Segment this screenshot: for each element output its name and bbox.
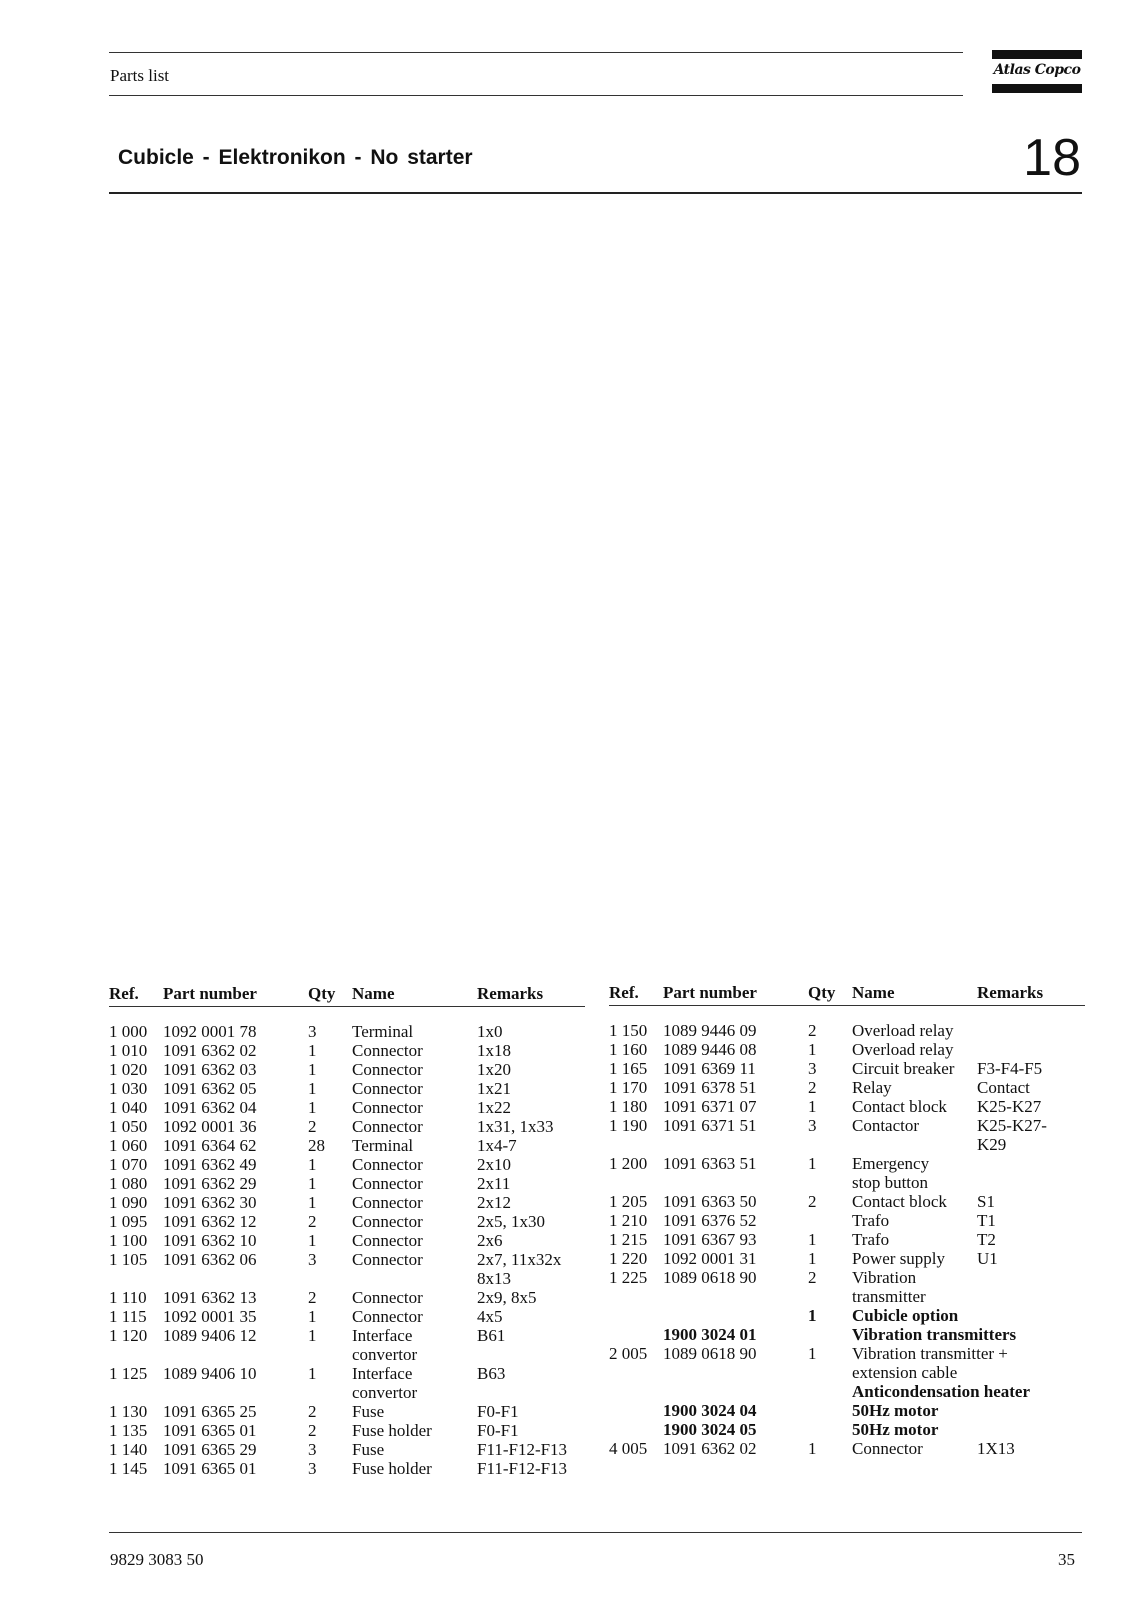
header-remarks: Remarks (477, 984, 544, 1003)
cell-part-number: 1900 3024 01 (663, 1325, 757, 1344)
cell-name: Vibration transmitters (852, 1325, 1017, 1344)
cell-name: Connector (352, 1212, 423, 1231)
cell-ref: 2 005 (609, 1344, 648, 1363)
cell-part-number: 1091 6362 02 (663, 1439, 757, 1458)
table-row (109, 1459, 585, 1478)
table-row (609, 1135, 1085, 1154)
cell-part-number: 1091 6364 62 (163, 1136, 257, 1155)
table-row (609, 1363, 1085, 1382)
cell-qty: 3 (308, 1022, 317, 1041)
document-number: 9829 3083 50 (110, 1550, 204, 1569)
table-row (609, 1268, 1085, 1287)
table-row (609, 1382, 1085, 1401)
cell-part-number: 1092 0001 35 (163, 1307, 257, 1326)
cell-part-number: 1091 6365 01 (163, 1459, 257, 1478)
cell-part-number: 1091 6378 51 (663, 1078, 757, 1097)
cell-name: Cubicle option (852, 1306, 959, 1325)
section-label: Parts list (110, 66, 170, 85)
cell-part-number: 1089 0618 90 (663, 1344, 757, 1363)
table-row (109, 1345, 585, 1364)
cell-part-number: 1900 3024 04 (663, 1401, 757, 1420)
cell-ref: 1 120 (109, 1326, 148, 1345)
cell-remarks: K25-K27 (977, 1097, 1042, 1116)
cell-qty: 28 (308, 1136, 325, 1155)
table-row (109, 1174, 585, 1193)
table-row (609, 1230, 1085, 1249)
cell-name: Connector (352, 1231, 423, 1250)
table-row (109, 1326, 585, 1345)
cell-remarks: T2 (977, 1230, 996, 1249)
table-row (109, 1231, 585, 1250)
table-row (109, 1193, 585, 1212)
cell-name: stop button (852, 1173, 929, 1192)
cell-ref: 1 225 (609, 1268, 648, 1287)
cell-name: Contactor (852, 1116, 920, 1135)
cell-remarks: 2x7, 11x32x (477, 1250, 562, 1269)
cell-remarks: 2x9, 8x5 (477, 1288, 537, 1307)
cell-qty: 1 (808, 1154, 817, 1173)
cell-ref: 1 215 (609, 1230, 648, 1249)
table-row (609, 1097, 1085, 1116)
cell-ref: 1 165 (609, 1059, 648, 1078)
cell-part-number: 1091 6362 49 (163, 1155, 257, 1174)
cell-ref: 1 105 (109, 1250, 148, 1269)
cell-part-number: 1091 6363 50 (663, 1192, 757, 1211)
cell-part-number: 1091 6367 93 (663, 1230, 757, 1249)
cell-ref: 1 150 (609, 1021, 648, 1040)
table-row (609, 1173, 1085, 1192)
table-row (109, 1041, 585, 1060)
table-row (109, 1098, 585, 1117)
cell-qty: 1 (808, 1097, 817, 1116)
cell-part-number: 1091 6365 29 (163, 1440, 257, 1459)
cell-name: Fuse holder (352, 1421, 432, 1440)
table-row (109, 1421, 585, 1440)
table-row (109, 1060, 585, 1079)
cell-part-number: 1091 6362 03 (163, 1060, 257, 1079)
header-ref: Ref. (109, 984, 139, 1003)
table-row (609, 1211, 1085, 1230)
logo-bar-top (992, 50, 1082, 59)
cell-name: 50Hz motor (852, 1420, 939, 1439)
cell-name: Connector (352, 1250, 423, 1269)
cell-remarks: S1 (977, 1192, 995, 1211)
table-row (609, 1401, 1085, 1420)
cell-ref: 1 180 (609, 1097, 648, 1116)
cell-name: Trafo (852, 1230, 890, 1249)
table-row (609, 1420, 1085, 1439)
cell-ref: 1 190 (609, 1116, 648, 1135)
cell-remarks: 1x18 (477, 1041, 511, 1060)
cell-part-number: 1091 6362 10 (163, 1231, 257, 1250)
cell-ref: 1 205 (609, 1192, 648, 1211)
table-row (609, 1439, 1085, 1458)
cell-part-number: 1091 6371 51 (663, 1116, 757, 1135)
cell-remarks: 1x0 (477, 1022, 503, 1041)
cell-name: Terminal (352, 1136, 414, 1155)
table-row (609, 1344, 1085, 1363)
table-row (609, 1306, 1085, 1325)
cell-ref: 1 000 (109, 1022, 148, 1041)
cell-qty: 2 (308, 1117, 317, 1136)
cell-ref: 1 135 (109, 1421, 148, 1440)
cell-remarks: 1x20 (477, 1060, 511, 1079)
table-row (609, 1078, 1085, 1097)
cell-ref: 1 110 (109, 1288, 147, 1307)
cell-qty: 1 (308, 1041, 317, 1060)
cell-remarks: 2x12 (477, 1193, 511, 1212)
logo-wordmark: Atlas Copco (993, 62, 1081, 78)
table-row (109, 1402, 585, 1421)
cell-remarks: 2x11 (477, 1174, 511, 1193)
table-row (609, 1192, 1085, 1211)
table-row (609, 1040, 1085, 1059)
cell-remarks: 8x13 (477, 1269, 511, 1288)
table-row (109, 1364, 585, 1383)
cell-ref: 1 080 (109, 1174, 148, 1193)
cell-remarks: K25-K27- (977, 1116, 1047, 1135)
table-row (609, 1059, 1085, 1078)
table-row (109, 1117, 585, 1136)
cell-name: Interface (352, 1364, 413, 1383)
cell-name: Overload relay (852, 1040, 954, 1059)
cell-qty: 3 (308, 1459, 317, 1478)
cell-ref: 1 115 (109, 1307, 147, 1326)
cell-qty: 1 (308, 1079, 317, 1098)
cell-remarks: B63 (477, 1364, 506, 1383)
header-ref: Ref. (609, 983, 639, 1002)
cell-ref: 1 070 (109, 1155, 148, 1174)
cell-qty: 2 (808, 1078, 817, 1097)
cell-name: extension cable (852, 1363, 958, 1382)
page-number: 35 (1058, 1550, 1075, 1569)
cell-name: convertor (352, 1345, 418, 1364)
cell-part-number: 1089 9406 12 (163, 1326, 257, 1345)
cell-ref: 1 140 (109, 1440, 148, 1459)
cell-qty: 3 (308, 1440, 317, 1459)
cell-part-number: 1092 0001 36 (163, 1117, 257, 1136)
cell-ref: 4 005 (609, 1439, 648, 1458)
cell-remarks: 2x6 (477, 1231, 503, 1250)
cell-part-number: 1089 9446 09 (663, 1021, 757, 1040)
table-header (609, 983, 1085, 1006)
cell-name: Connector (352, 1098, 423, 1117)
cell-part-number: 1089 9446 08 (663, 1040, 757, 1059)
header-part-number: Part number (663, 983, 757, 1002)
cell-qty: 2 (808, 1021, 817, 1040)
cell-part-number: 1091 6362 02 (163, 1041, 257, 1060)
table-row (609, 1249, 1085, 1268)
header-name: Name (352, 984, 395, 1003)
cell-qty: 1 (308, 1098, 317, 1117)
cell-qty: 2 (308, 1421, 317, 1440)
cell-remarks: F0-F1 (477, 1421, 519, 1440)
cell-qty: 1 (308, 1174, 317, 1193)
cell-qty: 1 (308, 1326, 317, 1345)
cell-ref: 1 200 (609, 1154, 648, 1173)
table-body (109, 1022, 585, 1478)
cell-qty: 1 (308, 1155, 317, 1174)
cell-remarks: T1 (977, 1211, 996, 1230)
cell-qty: 2 (808, 1192, 817, 1211)
cell-ref: 1 090 (109, 1193, 148, 1212)
table-row (109, 1079, 585, 1098)
cell-ref: 1 125 (109, 1364, 148, 1383)
table-row (109, 1269, 585, 1288)
title-rule (109, 192, 1082, 194)
cell-remarks: F11-F12-F13 (477, 1440, 568, 1459)
cell-name: Connector (352, 1117, 423, 1136)
cell-name: Circuit breaker (852, 1059, 955, 1078)
cell-ref: 1 160 (609, 1040, 648, 1059)
footer-rule (109, 1532, 1082, 1533)
section-number: 18 (1023, 129, 1081, 187)
header-rule (109, 95, 963, 96)
cell-name: 50Hz motor (852, 1401, 939, 1420)
cell-part-number: 1091 6362 12 (163, 1212, 257, 1231)
cell-part-number: 1089 0618 90 (663, 1268, 757, 1287)
cell-name: Power supply (852, 1249, 946, 1268)
cell-part-number: 1900 3024 05 (663, 1420, 757, 1439)
cell-part-number: 1089 9406 10 (163, 1364, 257, 1383)
cell-name: convertor (352, 1383, 418, 1402)
cell-ref: 1 010 (109, 1041, 148, 1060)
cell-ref: 1 060 (109, 1136, 148, 1155)
cell-part-number: 1091 6363 51 (663, 1154, 757, 1173)
cell-qty: 1 (308, 1060, 317, 1079)
logo-bar-bottom (992, 84, 1082, 93)
table-body (609, 1021, 1085, 1458)
table-row (109, 1307, 585, 1326)
cell-ref: 1 210 (609, 1211, 648, 1230)
cell-name: Fuse holder (352, 1459, 432, 1478)
cell-name: Fuse (352, 1440, 385, 1459)
cell-name: Connector (352, 1155, 423, 1174)
cell-name: Connector (352, 1060, 423, 1079)
table-row (109, 1288, 585, 1307)
cell-remarks: 4x5 (477, 1307, 503, 1326)
cell-qty: 1 (808, 1439, 817, 1458)
cell-qty: 1 (308, 1231, 317, 1250)
cell-part-number: 1092 0001 78 (163, 1022, 257, 1041)
cell-name: Anticondensation heater (852, 1382, 1031, 1401)
cell-name: Connector (852, 1439, 923, 1458)
header-part-number: Part number (163, 984, 257, 1003)
cell-remarks: F3-F4-F5 (977, 1059, 1043, 1078)
header-remarks: Remarks (977, 983, 1044, 1002)
cell-part-number: 1091 6362 05 (163, 1079, 257, 1098)
cell-remarks: Contact (977, 1078, 1030, 1097)
cell-name: transmitter (852, 1287, 926, 1306)
cell-name: Fuse (352, 1402, 385, 1421)
cell-qty: 2 (308, 1402, 317, 1421)
cell-part-number: 1091 6371 07 (663, 1097, 757, 1116)
cell-name: Contact block (852, 1097, 947, 1116)
cell-qty: 1 (808, 1344, 817, 1363)
top-rule (109, 52, 963, 53)
cell-remarks: 2x5, 1x30 (477, 1212, 545, 1231)
table-row (609, 1154, 1085, 1173)
cell-name: Emergency (852, 1154, 930, 1173)
cell-qty: 2 (308, 1288, 317, 1307)
cell-remarks: 1x4-7 (477, 1136, 517, 1155)
cell-part-number: 1091 6362 04 (163, 1098, 257, 1117)
cell-qty: 2 (808, 1268, 817, 1287)
cell-name: Trafo (852, 1211, 890, 1230)
table-row (109, 1022, 585, 1041)
cell-name: Connector (352, 1174, 423, 1193)
cell-name: Connector (352, 1193, 423, 1212)
header-qty: Qty (808, 983, 836, 1002)
cell-part-number: 1091 6365 25 (163, 1402, 257, 1421)
cell-name: Vibration (852, 1268, 917, 1287)
cell-name: Connector (352, 1288, 423, 1307)
table-row (109, 1212, 585, 1231)
table-row (109, 1440, 585, 1459)
cell-name: Connector (352, 1079, 423, 1098)
cell-qty: 1 (808, 1306, 817, 1325)
cell-remarks: 2x10 (477, 1155, 511, 1174)
cell-ref: 1 130 (109, 1402, 148, 1421)
cell-ref: 1 050 (109, 1117, 148, 1136)
cell-ref: 1 145 (109, 1459, 148, 1478)
cell-qty: 1 (308, 1193, 317, 1212)
cell-qty: 3 (808, 1116, 817, 1135)
cell-qty: 1 (308, 1364, 317, 1383)
cell-ref: 1 030 (109, 1079, 148, 1098)
cell-name: Contact block (852, 1192, 947, 1211)
parts-table-right (609, 983, 1085, 1458)
cell-part-number: 1091 6362 29 (163, 1174, 257, 1193)
cell-name: Overload relay (852, 1021, 954, 1040)
table-row (109, 1383, 585, 1402)
cell-qty: 3 (308, 1250, 317, 1269)
cell-remarks: 1X13 (977, 1439, 1015, 1458)
cell-remarks: U1 (977, 1249, 998, 1268)
table-header (109, 984, 585, 1007)
cell-ref: 1 040 (109, 1098, 148, 1117)
cell-remarks: F11-F12-F13 (477, 1459, 568, 1478)
cell-qty: 1 (808, 1040, 817, 1059)
cell-part-number: 1091 6365 01 (163, 1421, 257, 1440)
header-name: Name (852, 983, 895, 1002)
table-row (609, 1287, 1085, 1306)
cell-name: Connector (352, 1041, 423, 1060)
cell-part-number: 1091 6376 52 (663, 1211, 757, 1230)
cell-name: Vibration transmitter + (852, 1344, 1008, 1363)
table-row (109, 1136, 585, 1155)
cell-qty: 3 (808, 1059, 817, 1078)
cell-qty: 1 (808, 1230, 817, 1249)
cell-remarks: 1x31, 1x33 (477, 1117, 554, 1136)
cell-ref: 1 100 (109, 1231, 148, 1250)
cell-part-number: 1091 6362 13 (163, 1288, 257, 1307)
page-title: Cubicle - Elektronikon - No starter (118, 146, 473, 169)
atlas-copco-logo (992, 50, 1082, 93)
cell-remarks: B61 (477, 1326, 506, 1345)
cell-qty: 1 (808, 1249, 817, 1268)
cell-part-number: 1091 6362 30 (163, 1193, 257, 1212)
cell-part-number: 1092 0001 31 (663, 1249, 757, 1268)
cell-part-number: 1091 6362 06 (163, 1250, 257, 1269)
cell-remarks: 1x22 (477, 1098, 511, 1117)
cell-name: Interface (352, 1326, 413, 1345)
cell-name: Connector (352, 1307, 423, 1326)
cell-ref: 1 220 (609, 1249, 648, 1268)
cell-ref: 1 095 (109, 1212, 148, 1231)
cell-qty: 2 (308, 1212, 317, 1231)
cell-ref: 1 020 (109, 1060, 148, 1079)
cell-remarks: 1x21 (477, 1079, 511, 1098)
cell-name: Terminal (352, 1022, 414, 1041)
table-row (109, 1155, 585, 1174)
cell-name: Relay (852, 1078, 892, 1097)
cell-remarks: K29 (977, 1135, 1007, 1154)
header-qty: Qty (308, 984, 336, 1003)
cell-remarks: F0-F1 (477, 1402, 519, 1421)
parts-table-left (109, 984, 585, 1478)
table-row (609, 1021, 1085, 1040)
cell-ref: 1 170 (609, 1078, 648, 1097)
cell-part-number: 1091 6369 11 (663, 1059, 756, 1078)
table-row (609, 1116, 1085, 1135)
cell-qty: 1 (308, 1307, 317, 1326)
table-row (609, 1325, 1085, 1344)
table-row (109, 1250, 585, 1269)
